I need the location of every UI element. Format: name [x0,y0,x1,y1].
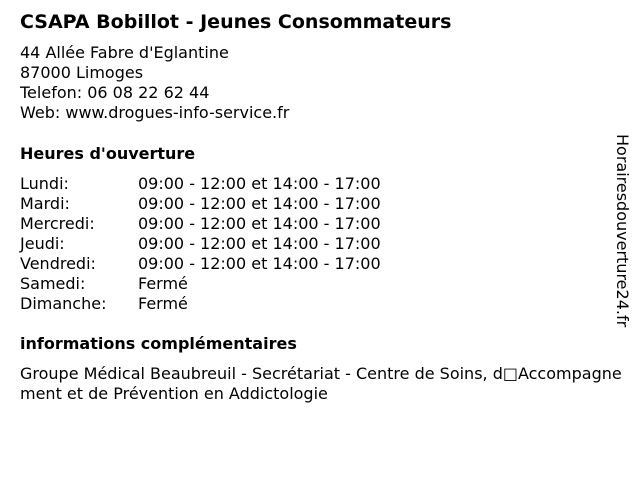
day-label: Mercredi: [20,214,95,233]
day-hours: 09:00 - 12:00 et 14:00 - 17:00 [138,194,381,213]
website: Web: www.drogues-info-service.fr [20,103,290,122]
street-address: 44 Allée Fabre d'Eglantine [20,43,229,62]
day-label: Vendredi: [20,254,96,273]
day-label: Jeudi: [20,234,65,253]
additional-info-text: Groupe Médical Beaubreuil - Secrétariat - Centre de Soins, d□Accompagnement et de Prévention en Addictologie [20,364,622,403]
day-hours: 09:00 - 12:00 et 14:00 - 17:00 [138,254,381,273]
hours-row-wednesday [20,214,381,234]
address-block [20,43,289,123]
city-postcode: 87000 Limoges [20,63,144,82]
hours-row-thursday [20,234,381,254]
page-title: CSAPA Bobillot - Jeunes Consommateurs [20,11,452,33]
hours-row-tuesday [20,194,381,214]
opening-hours-list [20,174,381,314]
hours-row-monday [20,174,381,194]
site-watermark: Horairesdouverture24.fr [613,134,632,328]
day-hours: 09:00 - 12:00 et 14:00 - 17:00 [138,214,381,233]
day-label: Samedi: [20,274,86,293]
hours-row-friday [20,254,381,274]
day-hours: 09:00 - 12:00 et 14:00 - 17:00 [138,234,381,253]
day-label: Mardi: [20,194,70,213]
day-hours: Fermé [138,274,188,293]
hours-row-saturday [20,274,381,294]
day-label: Lundi: [20,174,69,193]
phone-number: Telefon: 06 08 22 62 44 [20,83,210,102]
hours-row-sunday [20,294,381,314]
day-hours: Fermé [138,294,188,313]
opening-hours-heading: Heures d'ouverture [20,144,196,163]
day-label: Dimanche: [20,294,107,313]
additional-info-heading: informations complémentaires [20,334,297,353]
day-hours: 09:00 - 12:00 et 14:00 - 17:00 [138,174,381,193]
